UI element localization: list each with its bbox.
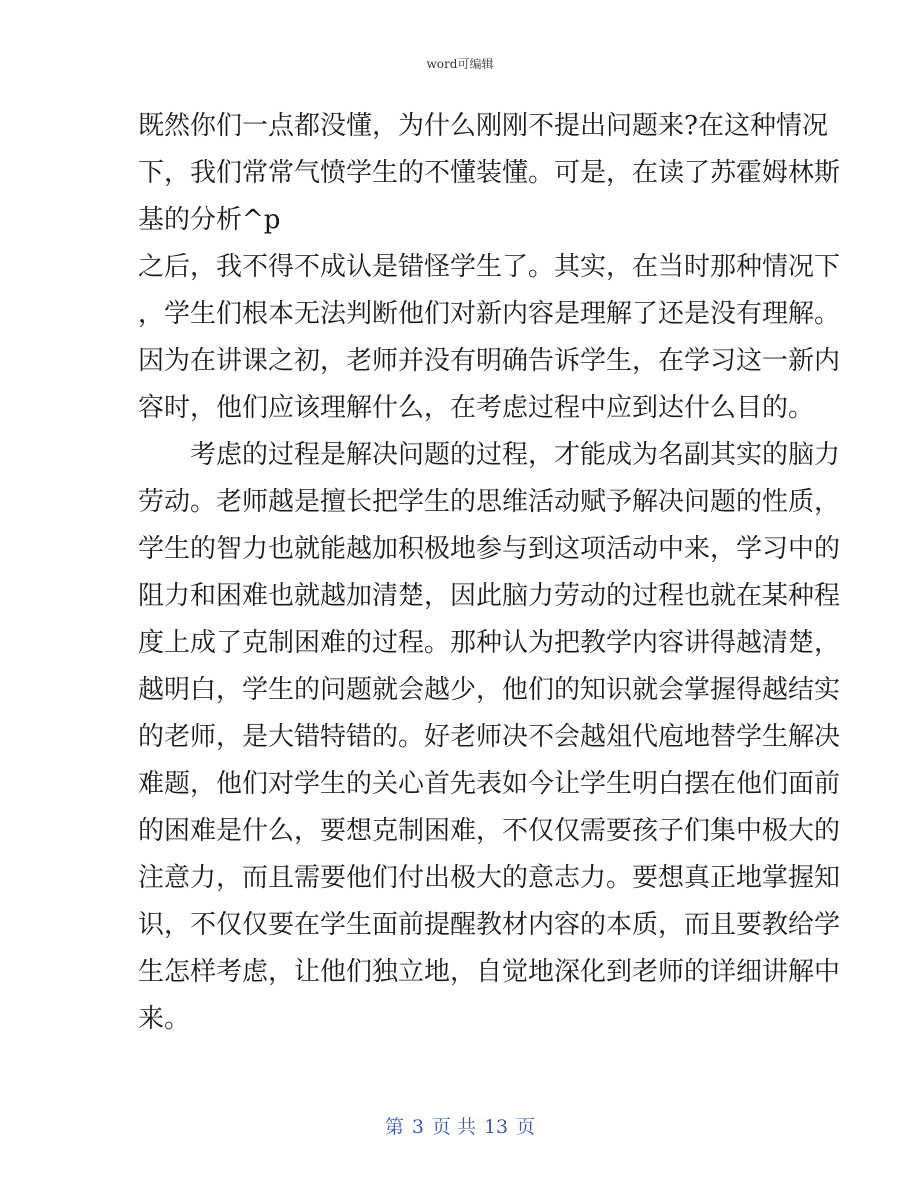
page-label-prefix: 第 <box>384 1116 404 1138</box>
text-line: 识，不仅仅要在学生面前提醒教材内容的本质，而且要教给学 <box>138 910 841 940</box>
text-line: 学生的智力也就能越加积极地参与到这项活动中来，学习中的 <box>138 534 841 564</box>
text-line: 注意力，而且需要他们付出极大的意志力。要想真正地掌握知 <box>138 863 841 893</box>
paragraph <box>138 432 841 1043</box>
paragraph <box>138 103 841 432</box>
text-line: 之后，我不得不成认是错怪学生了。其实，在当时那种情况下 <box>138 252 841 282</box>
text-line: ，学生们根本无法判断他们对新内容是理解了还是没有理解。 <box>138 299 841 329</box>
text-line: 难题，他们对学生的关心首先表如今让学生明白摆在他们面前 <box>138 769 841 799</box>
total-pages: 13 <box>483 1116 509 1138</box>
page-number: 3 <box>411 1116 424 1138</box>
page-header: word可编辑 <box>426 57 494 71</box>
text-line: 生怎样考虑，让他们独立地，自觉地深化到老师的详细讲解中 <box>138 957 841 987</box>
page-label-suffix: 页 <box>516 1116 536 1138</box>
text-line: 度上成了克制困难的过程。那种认为把教学内容讲得越清楚， <box>138 628 841 658</box>
text-line: 容时，他们应该理解什么，在考虑过程中应到达什么目的。 <box>138 393 815 423</box>
text-line: 基的分析^p <box>138 205 281 235</box>
text-line: 劳动。老师越是擅长把学生的思维活动赋予解决问题的性质， <box>138 487 841 517</box>
document-body <box>138 103 841 1043</box>
text-line: 越明白，学生的问题就会越少，他们的知识就会掌握得越结实 <box>138 675 841 705</box>
text-line: 考虑的过程是解决问题的过程，才能成为名副其实的脑力 <box>138 440 841 470</box>
text-line: 因为在讲课之初，老师并没有明确告诉学生，在学习这一新内 <box>138 346 841 376</box>
text-line: 的困难是什么，要想克制困难，不仅仅需要孩子们集中极大的 <box>138 816 841 846</box>
text-line: 下，我们常常气愤学生的不懂装懂。可是，在读了苏霍姆林斯 <box>138 158 841 188</box>
text-line: 阻力和困难也就越加清楚，因此脑力劳动的过程也就在某种程 <box>138 581 841 611</box>
page-label-mid: 页 共 <box>431 1116 476 1138</box>
text-line: 既然你们一点都没懂，为什么刚刚不提出问题来?在这种情况 <box>138 111 828 141</box>
text-line: 的老师，是大错特错的。好老师决不会越俎代庖地替学生解决 <box>138 722 841 752</box>
text-line: 来。 <box>138 1004 191 1034</box>
page-footer <box>0 1112 920 1139</box>
